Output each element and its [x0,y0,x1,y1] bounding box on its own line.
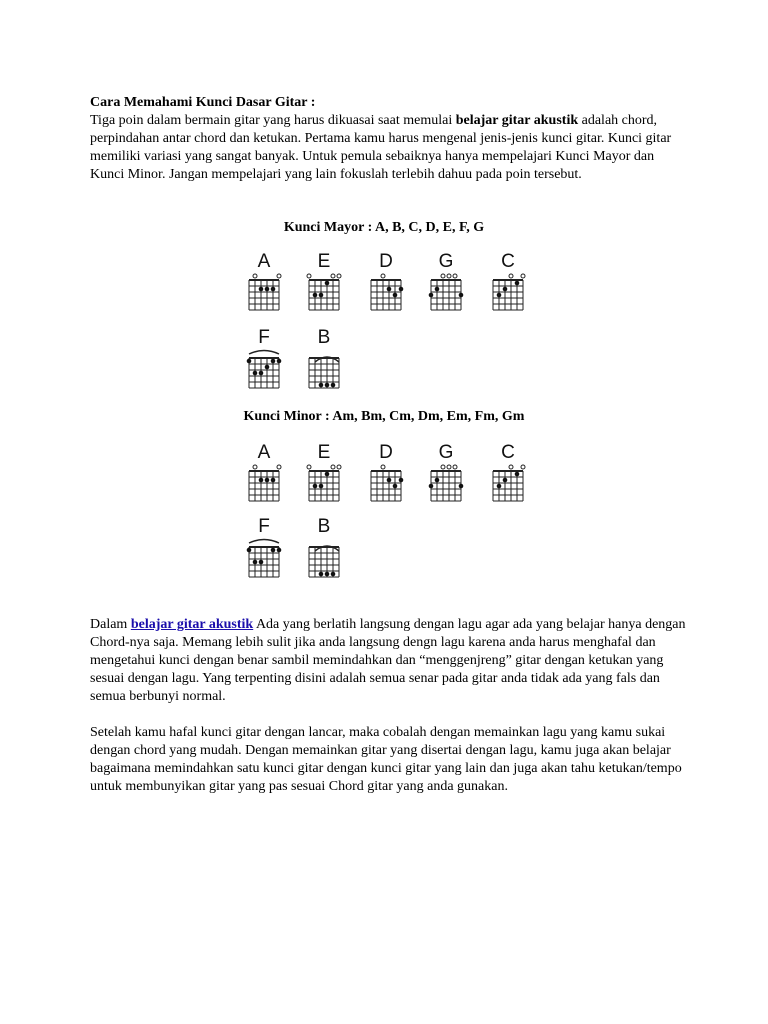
minor-chord-c-diagram [488,463,528,503]
major-chord-charts [240,252,540,394]
major-chord-b-label: B [317,327,331,348]
intro-text-start: Tiga poin dalam bermain gitar yang harus dikuasai saat memulai [90,113,456,128]
minor-chord-g-label: G [438,442,454,463]
intro-section [90,94,690,184]
minor-chord-b-diagram [304,537,344,581]
minor-chord-b-label: B [317,516,331,537]
minor-chord-g-diagram [426,463,466,503]
minor-chord-e-diagram [304,463,344,503]
major-chord-e-label: E [317,251,331,272]
paragraph-practice [90,616,690,706]
major-chords-title: Kunci Mayor : A, B, C, D, E, F, G [283,220,485,235]
paragraph-songs-text: Setelah kamu hafal kunci gitar dengan lancar, maka cobalah dengan memainkan lagu yang kamu sukai dengan chord yang mudah. Dengan memainkan gitar yang disertai dengan lagu, kamu juga akan belajar bagaimana memindahkan satu kunci gitar dengan kunci gitar yang lain dan juga akan tahu ketukan/tempo untuk membunyikan gitar yang pas sesuai Chord gitar yang anda gunakan. [90,725,682,794]
intro-text-rest: chord, perpindahan antar chord dan ketukan. Pertama kamu harus mengenal jenis-jenis kunci gitar. Kunci gitar memiliki variasi yang sangat banyak. Untuk pemula sebaiknya hanya mempelajari Kunci Mayor dan Kunci Minor. Jangan mempelajari yang lain fokuslah terlebih dahuu pada poin tersebut. [90,113,672,182]
major-chord-f-label: F [258,327,270,348]
minor-chord-f-label: F [258,516,270,537]
minor-chord-charts [240,443,540,585]
intro-heading: Cara Memahami Kunci Dasar Gitar : [90,95,316,110]
major-chord-a-diagram [244,272,284,312]
paragraph-songs [90,724,690,796]
major-chord-d-label: D [379,251,393,272]
minor-chord-a-diagram [244,463,284,503]
paragraph-practice-rest: Ada yang berlatih langsung dengan lagu agar ada yang belajar hanya dengan Chord-nya saja. Memang lebih sulit jika anda langsung dengn lagu karena anda harus menghafal dan mengetahui kunci dengan benar sambil memindahkan dan “menggenjreng” gitar dengan ketukan yang sesuai dengan lagu. Yang terpenting disini adalah semua senar pada gitar anda tidak ada yang fals dan semua berbunyi normal. [90,617,686,704]
major-chord-g-diagram [426,272,466,312]
minor-chord-d-label: D [379,442,393,463]
paragraph-practice-text [90,616,690,706]
major-chord-f-diagram [244,348,284,392]
intro-text-after-bold: adalah [578,113,619,128]
belajar-gitar-akustik-link[interactable]: belajar gitar akustik [130,617,254,632]
minor-chord-c-label: C [501,442,515,463]
minor-chord-d-diagram [366,463,406,503]
minor-chord-e-label: E [317,442,331,463]
major-chord-g-label: G [438,251,454,272]
major-chord-b-diagram [304,348,344,392]
major-chord-c-label: C [501,251,515,272]
minor-chord-f-diagram [244,537,284,581]
minor-chords-title: Kunci Minor : Am, Bm, Cm, Dm, Em, Fm, Gm [243,409,525,424]
paragraph-practice-start: Dalam [90,617,131,632]
major-chord-d-diagram [366,272,406,312]
major-chord-a-label: A [257,251,271,272]
intro-bold-keyword: belajar gitar akustik [455,113,579,128]
major-chord-e-diagram [304,272,344,312]
intro-paragraph [90,112,690,184]
minor-chord-a-label: A [257,442,271,463]
major-chord-c-diagram [488,272,528,312]
